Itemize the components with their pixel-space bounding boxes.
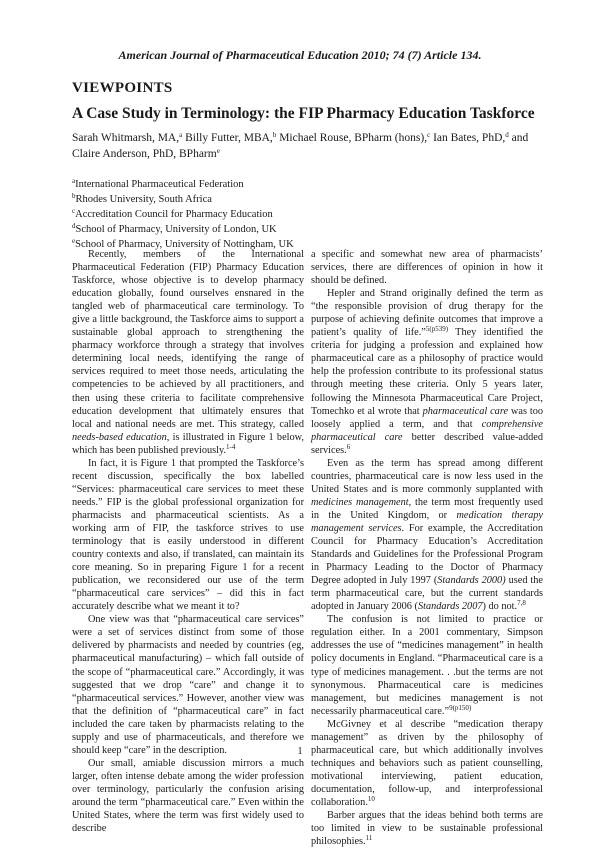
journal-citation: American Journal of Pharmaceutical Education 2010; 74 (7) Article 134.: [118, 48, 482, 62]
reference-marker: 6: [346, 442, 351, 451]
affiliation-marker: e: [72, 237, 76, 245]
author-affiliation-marker: e: [216, 147, 220, 155]
body-paragraph: The confusion is not limited to practice or regulation either. In a 2001 commentary, Simpson addresses the use of “medicines management” in health policy documents in England. “Pharmaceutical care is a type of medicines management. . .but the terms are not synonymous. Pharmaceutical care is medicines management, but medicines management is not necessarily pharmaceutical care.”$^{9(p150)}$: [311, 614, 543, 717]
body-paragraph: Hepler and Strand originally defined the term as “the responsible provision of drug therapy for the purpose of achieving definite outcomes that improve a patient’s quality of life.”$^{5(p539)}$ They identified the criteria for judging a profession and explained how pharmaceutical care as a philosophy of practice would help the profession contribute to its professional status through meeting these criteria. Only 5 years later, following the Minnesota Pharmaceutical Care Project, Tomechko et al wrote that pharmaceutical care was too loosely applied a term, and that comprehensive pharmaceutical care better described value-added services.$^6$: [311, 288, 544, 456]
body-paragraph: In fact, it is Figure 1 that prompted the Taskforce’s recent discussion, specifically the box labelled “Services: pharmaceutical care services to meet these needs.” FIP is the global professional organization for pharmacists and pharmaceutical scientists. As a working arm of FIP, the taskforce strives to use terminology that is easily understood in different country contexts and also, if translated, can maintain its core meaning. So in preparing Figure 1 for a recent publication, we reconsidered our use of the term “pharmaceutical care services” – did this in fact accurately describe what we meant it to?: [72, 457, 304, 613]
affiliation-text: School of Pharmacy, University of Nottingham, UK: [75, 239, 294, 250]
affiliation-item: [72, 207, 294, 222]
author-list: Sarah Whitmarsh, MA,$^a$ Billy Futter, MBA,$^b$ Michael Rouse, BPharm (hons),$^c$ Ian Bates, PhD,$^d$ and Claire Anderson, PhD, BPharm$^e$: [72, 131, 529, 160]
italic-term: pharmaceutical care: [422, 405, 509, 417]
body-paragraph: Even as the term has spread among different countries, pharmaceutical care is now less used in the United States and is more commonly supplanted with medicines management, the term most frequently used in the United Kingdom, or medication therapy management services. For example, the Accreditation Council for Pharmacy Education’s Accreditation Standards and Guidelines for the Professional Program in Pharmacy Leading to the Doctor of Pharmacy Degree adopted in July 1997 (Standards 2000) used the term pharmaceutical care, but the current standards adopted in January 2006 (Standards 2007) do not.$^{7,8}$: [311, 457, 543, 613]
body-paragraph: Barber argues that the ideas behind both terms are too limited in view to be sustainable professional philosophies.$^{11}$: [311, 810, 543, 848]
italic-term: comprehensive pharmaceutical care: [311, 418, 543, 443]
author-affiliation-marker: a: [179, 131, 183, 139]
author-name: Claire Anderson, PhD, BPharm: [72, 148, 217, 160]
body-column-right: [311, 248, 543, 848]
body-paragraph: Recently, members of the International Pharmaceutical Federation (FIP) Pharmacy Education Taskforce, whose objective is to develop pharmacy education globally, found ourselves ensnared in the tangled web of pharmaceutical care terminology. To give a little background, the Taskforce aims to support a sustainable global approach to strengthening the pharmacy workforce through a strategy that involves determining local needs, identifying the range of services required to meet those needs, articulating the competencies to be achieved by all practitioners, and then using these criteria to facilitate comprehensive education development that ultimately ensures that local and national needs are met. This strategy, called needs-based education, is illustrated in Figure 1 below, which has been published previously.$^{1-4}$: [72, 249, 304, 456]
italic-term: needs-based education: [72, 431, 167, 443]
affiliation-marker: d: [72, 222, 76, 230]
affiliation-marker: c: [72, 207, 76, 215]
author-name: Billy Futter, MBA,: [185, 132, 273, 144]
author-affiliation-marker: d: [505, 131, 509, 139]
body-paragraph: Our small, amiable discussion mirrors a much larger, often intense debate among the wider profession over terminology, particularly the confusion arising around the term “pharmaceutical care.” Even within the United States, where the term was first widely used to describe: [72, 757, 304, 835]
section-heading: VIEWPOINTS: [72, 80, 173, 96]
author-name: Ian Bates, PhD,: [433, 132, 506, 144]
affiliation-list: [72, 177, 294, 252]
reference-marker: 5(p539): [425, 325, 449, 334]
italic-term: Standards 2007: [417, 601, 483, 613]
body-paragraph: McGivney et al describe “medication therapy management” as driven by the philosophy of pharmaceutical care, but which additionally involves techniques and behaviors such as patient counselling, motivational interviewing, patient education, documentation, follow-up, and interprofessional collaboration.$^{10}$: [311, 718, 543, 808]
author-name: Michael Rouse, BPharm (hons),: [279, 132, 428, 144]
affiliation-marker: a: [72, 177, 76, 185]
reference-marker: 11: [365, 834, 373, 843]
affiliation-item: [72, 192, 294, 207]
reference-marker: 1-4: [226, 442, 236, 451]
italic-term: medication therapy management services: [311, 509, 543, 534]
page-number: 1: [297, 746, 303, 757]
affiliation-text: School of Pharmacy, University of London, UK: [75, 224, 277, 235]
affiliation-text: Accreditation Council for Pharmacy Education: [75, 209, 273, 220]
author-affiliation-marker: b: [272, 131, 277, 139]
body-paragraph: a specific and somewhat new area of pharmacists’ services, there are differences of opinion in how it should be defined.: [311, 249, 543, 287]
affiliation-text: International Pharmaceutical Federation: [75, 179, 244, 190]
affiliation-text: Rhodes University, South Africa: [75, 194, 212, 205]
reference-marker: 9(p150): [449, 703, 472, 712]
body-paragraph: One view was that “pharmaceutical care services” were a set of services distinct from some of those delivered by pharmacists and needed by countries (eg, pharmaceutical manufacturing) – which fall outside of the scope of “pharmaceutical care.” Accordingly, it was suggested that we drop “care” and change it to “pharmaceutical services.” However, another view was that the definition of “pharmaceutical care” in fact included the care taken by pharmacists relating to the supply and use of pharmaceuticals, and therefore we should keep “care” in the description.: [72, 614, 304, 756]
italic-term: medicines management: [311, 496, 409, 508]
italic-term: Standards 2000): [437, 575, 506, 587]
author-name: Sarah Whitmarsh, MA,: [72, 132, 180, 144]
reference-marker: 7,8: [517, 599, 526, 608]
affiliation-item: [72, 222, 294, 237]
author-affiliation-marker: c: [427, 131, 431, 139]
reference-marker: 10: [367, 794, 375, 803]
article-title: A Case Study in Terminology: the FIP Pharmacy Education Taskforce: [72, 105, 535, 122]
affiliation-item: [72, 177, 294, 192]
affiliation-marker: b: [72, 192, 76, 200]
